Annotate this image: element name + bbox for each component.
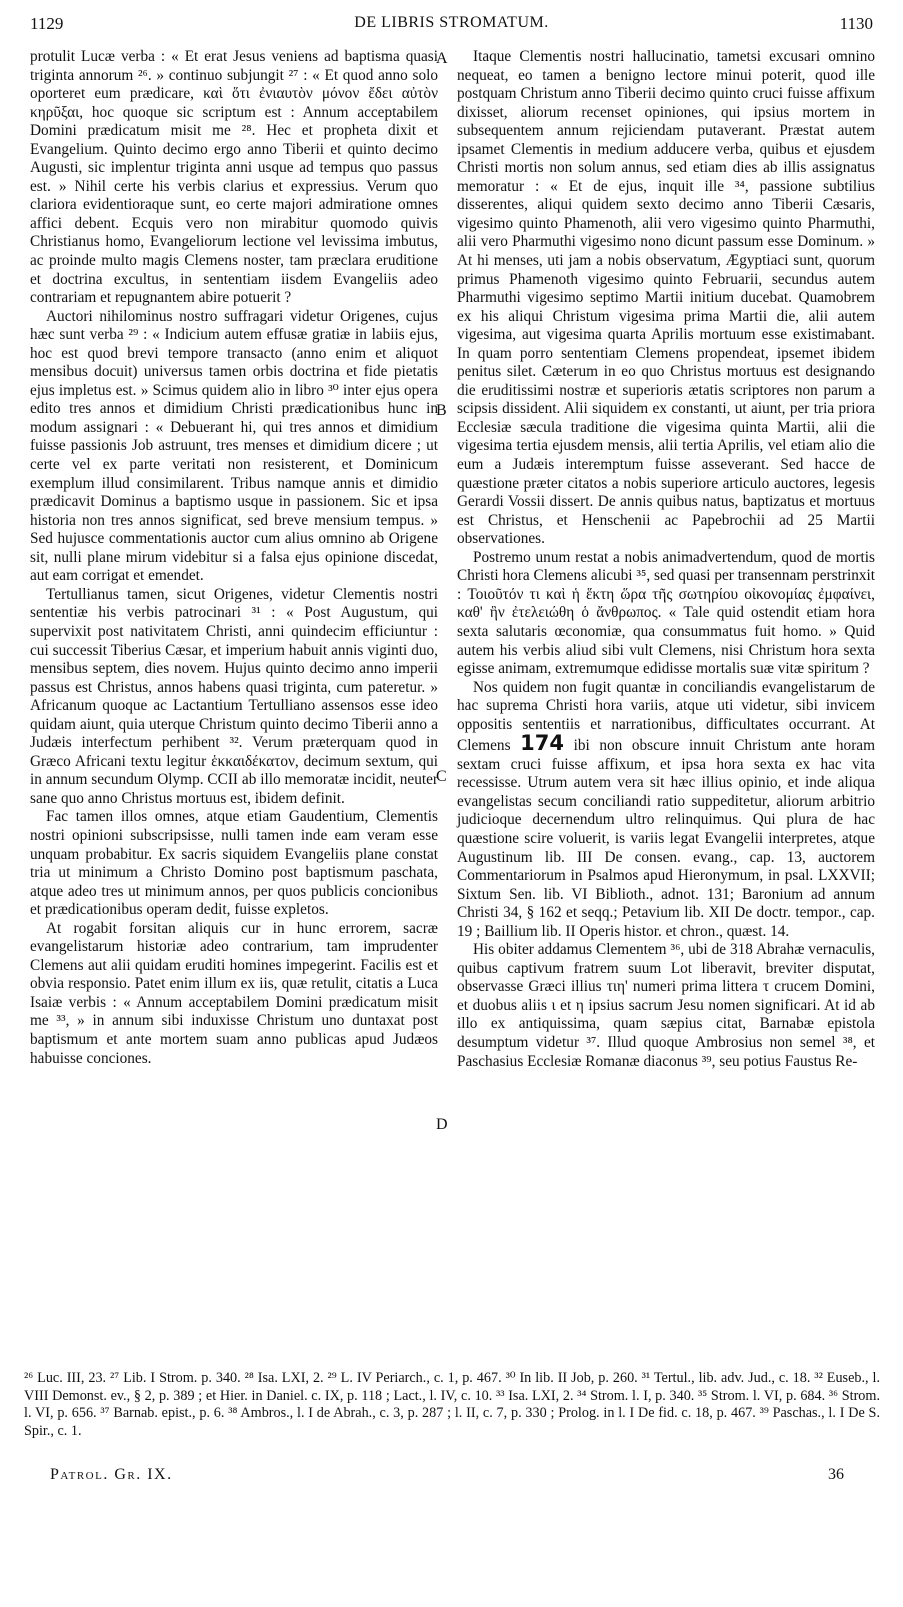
margin-letter-c: C [436,768,447,785]
paragraph [457,679,875,942]
footer-signature: Patrol. Gr. IX. [50,1466,173,1483]
running-title: DE LIBRIS STROMATUM. [354,14,549,31]
column-number: 174 [520,731,564,756]
right-column [457,48,875,1071]
paragraph: protulit Lucæ verba : « Et erat Jesus veniens ad baptisma quasi triginta annorum ²⁶. » continuo subjungit ²⁷ : « Et quod anno solo oporteret eum prædicare, καὶ ὅτι ἐνιαυτὸν μόνον ἔδει αὐτὸν κηρῦξαι, hoc quoque sic scriptum est : Annum acceptabilem Domini prædicatum misit me ²⁸. Hec et propheta dixit et Evangelium. Quinto decimo ergo anno Tiberii et quinto decimo Augusti, sic implentur triginta anni usque ad tempus quo passus est. » Nihil certe his verbis clarius et expressius. Verum quo clariora evidentioraque sunt, eo certe majori admiratione omnes affici debent. Ecquis vero non mirabitur quomodo quivis Christianus homo, Evangeliorum lectione vel levissima imbutus, ac proinde multo magis Clemens noster, tam præclara eruditione et doctrina excultus, in sententiam iisdem Evangeliis adeo contrariam et repugnantem abire potuerit ? [30,48,438,307]
margin-letter-d: D [436,1116,448,1133]
paragraph: Auctori nihilominus nostro suffragari videtur Origenes, cujus hæc sunt verba ²⁹ : « Indicium autem effusæ gratiæ in labiis ejus, hoc est quod brevi tempore transacto (anno enim et aliquot mensibus docuit) universus tamen orbis doctrina et fide pietatis ejus impletus est. » Scimus quidem alio in libro ³⁰ inter ejus opera edito tres annos et dimidium Christi prædicationibus hunc in modum assignari : « Debuerant hi, qui tres annos et dimidium fuisse passionis Job astruunt, tres menses et dimidium dicere ; ut certe vel ex parte veritati non resisterent, et Dominicum exemplum illud consimilarent. Tribus namque annis et dimidio prædicavit Dominus a baptismo usque in passionem. Sic et ipsa historia non tres annos significat, sed breve mensium tempus. » Sed hujusce commentationis auctor cum alius omnino ab Origene sit, nulli plane mirum videbitur si a falsa ejus opinione discedat, aut eam corrigat et emendet. [30,307,438,585]
paragraph: Itaque Clementis nostri hallucinatio, tametsi excusari omnino nequeat, eo tamen a benigno lectore minui poterit, quod ille postquam Christum anno Tiberii decimo quinto cruci fuisse affixum dixisset, aliorum recenset opiniones, qui ipsius mortem in subsequentem annum rejiciendam putaverant. Præstat autem ipsamet Clementis in medium adducere verba, quibus et ejusdem Christi mortis non solum annus, sed etiam dies ab illis assignatus memoratur : « Et de ejus, inquit ille ³⁴, passione subtilius disserentes, aliqui quidem sexto decimo anno Tiberii Cæsaris, vigesimo quinto Phamenoth, alii vero vigesimo quinto Pharmuthi, alii vero Pharmuthi vigesimo nono dicunt passum esse Dominum. » At hi menses, uti jam a nobis observatum, Ægyptiaci sunt, quorum primus Phamenoth vigesimo quinto Februarii, secundus autem Pharmuthi vigesimo septimo Martii initium ducebat. Quamobrem ex his aliqui Christum vigesima prima Martii die, alii autem vigesima, aut vigesima quarta Aprilis mortuum esse existimabant. In quam porro sententiam Clemens propendeat, ipsemet ibidem penitus silet. Cæterum in eo quo Christus mortuus est designando die eruditissimi nostræ et superioris ætatis scriptores non parum a scipsis dissident. Alii siquidem ex constanti, ut aiunt, per tria priora Ecclesiæ sæcula traditione die vigesima quinta Martii, alii die vigesima tertia ejusdem mensis, alii tertia Aprilis, vel etiam alio die eum a Judæis interemptum fuisse asseverant. Sed hacce de quæstione præter citatos a nobis superiore articulo auctores, legesis Gerardi Vossii dissert. De annis quibus natus, baptizatus et mortuus est Christus, et Henschenii ac Papebrochii ad 25 Martii observationes. [457,48,875,548]
paragraph: Postremo unum restat a nobis animadvertendum, quod de mortis Christi hora Clemens alicubi ³⁵, sed quasi per transennam perstrinxit : Τοιοῦτόν τι καὶ ἡ ἕκτη ὥρα τῆς σωτηρίου οἰκονομίας ἐμφαίνει, καθ' ἣν ἐτελειώθη ὁ ἄνθρωπος. « Tale quid ostendit etiam hora sexta salutaris œconomiæ, qua consummatus fuit homo. » Quid autem his verbis aliud sibi vult Clemens, nisi Christum hora sexta egisse animam, extremumque edidisse mortalis suæ vitæ spiritum ? [457,548,875,678]
margin-letter-b: B [436,402,447,419]
paragraph: His obiter addamus Clementem ³⁶, ubi de 318 Abrahæ vernaculis, quibus captivum fratrem suum Lot liberavit, breviter disputat, observasse Græci illius τιη' numeri prima littera τ crucem Domini, et duobus aliis ι et η ipsius sacrum Jesu nomen significari. At id ab illo ex antiquissima, quam sæpius citat, Barnabæ epistola desumptum videtur ³⁷. Illud quoque Ambrosius non semel ³⁸, et Paschasius Ecclesiæ Romanæ diaconus ³⁹, seu potius Faustus Re- [457,941,875,1070]
paragraph: At rogabit forsitan aliquis cur in hunc errorem, sacræ evangelistarum historiæ adeo contrarium, tam imprudenter Clemens aut alii quidam eruditi homines impegerint. Facilis est et obvia responsio. Patet enim illum ex iis, quæ retulit, citatis a Luca Isaiæ verbis : « Annum acceptabilem Domini prædicatum misit me ³³, » in annum sibi induxisse Christum uno duntaxat post baptismum et ante mortem suam anno publicas apud Judæos habuisse conciones. [30,919,438,1067]
margin-letter-a: A [436,50,448,67]
page-footer [50,1466,850,1488]
page-number-left: 1129 [30,14,64,33]
page-number-right: 1130 [839,14,873,33]
paragraph: Fac tamen illos omnes, atque etiam Gaudentium, Clementis nostri opinioni subscripsisse, nulli tamen inde eam veram esse unquam probabitur. Ex sacris siquidem Evangeliis plane constat tria ut minimum a Christo Domino post baptismum paschata, atque adeo tres ut minimum annos, per quos publicis concionibus et prædicationibus operam dedit, fuisse expletos. [30,808,438,919]
footnotes: ²⁶ Luc. III, 23. ²⁷ Lib. I Strom. p. 340. ²⁸ Isa. LXI, 2. ²⁹ L. IV Periarch., c. 1, p. 467. ³⁰ In lib. II Job, p. 260. ³¹ Tertul., lib. adv. Jud., c. 18. ³² Euseb., l. VIII Demonst. ev., § 2, p. 389 ; et Hier. in Daniel. c. IX, p. 118 ; Lact., l. IV, c. 10. ³³ Isa. LXI, 2. ³⁴ Strom. l. I, p. 340. ³⁵ Strom. l. VI, p. 684. ³⁶ Strom. l. VI, p. 656. ³⁷ Barnab. epist., p. 6. ³⁸ Ambros., l. I de Abrah., c. 3, p. 287 ; l. II, c. 7, p. 330 ; Prolog. in l. I De fid. c. 18, p. 467. ³⁹ Paschas., l. I De S. Spir., c. 1. [24,1370,880,1439]
paragraph-text: Nos quidem non fugit quantæ in conciliandis evangelistarum de hac suprema Christi hora variis, atque uti videtur, sibi invicem oppositis sententiis et narrationibus, difficultates occurrant. At Clemens [457,678,875,755]
paragraph: Tertullianus tamen, sicut Origenes, videtur Clementis nostri sententiæ his verbis patrocinari ³¹ : « Post Augustum, qui supervixit post nativitatem Christi, anni quindecim efficiuntur : cui successit Tiberius Cæsar, et imperium habuit annis viginti duo, mensibus septem, dies novem. Hujus quinto decimo anno imperii passus est Christus, annos habens quasi triginta, cum pateretur. » Africanum quoque ac Lactantium Tertulliano assensos esse ideo quidam aiunt, quia uterque Christum quinto decimo Tiberii anno a Judæis interfectum perhibent ³². Verum præterquam quod in Græco Africani textu legitur ἑκκαιδέκατον, decimum sextum, qui in annum secundum Olymp. CCII ab illo memoratæ incidit, neuter sane quo anno Christus mortuus est, ibidem definit. [30,585,438,807]
left-column [30,48,438,1068]
running-header [30,14,873,38]
paragraph-text: ibi non obscure innuit Christum ante horam sextam cruci fuisse affixum, et ipsa hora sexta ex hac vita recessisse. Utrum autem vera sit hæc illius opinio, et inde aliqua evangelistas secum conciliandi ratio suppeditetur, aliorum arbitrio judicioque decernendum ultro relinquimus. Qui plura de hac quæstione scire voluerit, is variis legat Evangelii interpretes, atque Augustinum lib. III De consen. evang., cap. 13, auctorem Commentariorum in Psalmos apud Hieronymum, in psal. LXXVII; Sixtum Sen. lib. VI Biblioth., adnot. 131; Baronium ad annum Christi 34, § 162 et seqq.; Petavium lib. XII De doctr. tempor., cap. 19 ; Baillium lib. II Operis histor. et chron., quæst. 14. [457,737,875,940]
footer-sheet-number: 36 [828,1466,844,1483]
